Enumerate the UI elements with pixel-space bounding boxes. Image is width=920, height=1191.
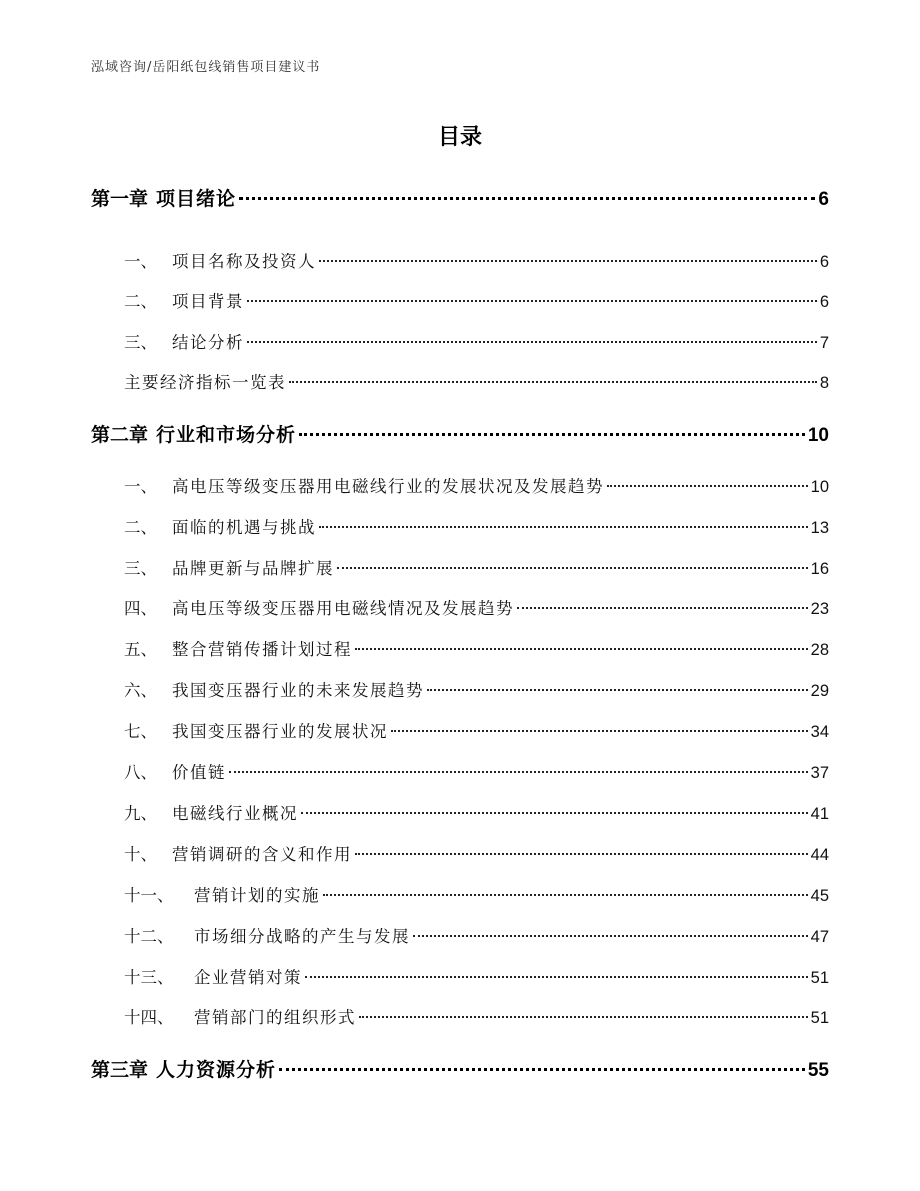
toc-entry-title: 面临的机遇与挑战 xyxy=(172,518,316,537)
dot-leader xyxy=(279,1068,805,1071)
dot-leader xyxy=(299,433,805,436)
dot-leader xyxy=(301,812,808,814)
dot-leader xyxy=(319,260,817,262)
toc-entry-title: 我国变压器行业的发展状况 xyxy=(172,722,388,741)
toc-entry-title: 项目绪论 xyxy=(156,188,237,210)
toc-number: 十三、 xyxy=(124,968,174,987)
toc-section[interactable] xyxy=(124,1004,829,1028)
toc-page-number: 51 xyxy=(810,969,829,987)
toc-entry-title: 品牌更新与品牌扩展 xyxy=(172,559,334,578)
toc-number: 十、 xyxy=(124,845,157,864)
toc-page-number: 10 xyxy=(807,425,829,446)
toc-number: 九、 xyxy=(124,804,157,823)
dot-leader xyxy=(413,935,808,937)
toc-entry-title: 人力资源分析 xyxy=(156,1059,277,1081)
toc-section[interactable] xyxy=(124,473,829,497)
toc-entry-title: 结论分析 xyxy=(172,333,244,352)
dot-leader xyxy=(517,607,808,609)
toc-entry-title: 营销部门的组织形式 xyxy=(194,1008,356,1027)
toc-page-number: 47 xyxy=(810,928,829,946)
toc-entry-title: 企业营销对策 xyxy=(194,968,302,987)
toc-page-number: 6 xyxy=(819,253,829,271)
toc-section[interactable] xyxy=(124,636,829,660)
toc-page-number: 28 xyxy=(810,641,829,659)
toc-section[interactable] xyxy=(124,677,829,701)
toc-section[interactable] xyxy=(124,288,829,312)
toc-section[interactable] xyxy=(124,595,829,619)
toc-entry-title: 营销计划的实施 xyxy=(194,886,320,905)
toc-number: 七、 xyxy=(124,722,157,741)
dot-leader xyxy=(323,894,808,896)
toc-title: 目录 xyxy=(437,125,482,150)
toc-page-number: 45 xyxy=(810,887,829,905)
toc-section[interactable] xyxy=(124,369,829,393)
toc-entry-title: 主要经济指标一览表 xyxy=(124,373,286,392)
toc-page-number: 8 xyxy=(819,374,829,392)
dot-leader xyxy=(359,1016,808,1018)
toc-entry-title: 高电压等级变压器用电磁线行业的发展状况及发展趋势 xyxy=(172,477,604,496)
toc-section[interactable] xyxy=(124,248,829,272)
toc-chapter-3[interactable] xyxy=(91,1055,829,1082)
toc-entry-title: 项目名称及投资人 xyxy=(172,252,316,271)
toc-section[interactable] xyxy=(124,329,829,353)
toc-entry-title: 整合营销传播计划过程 xyxy=(172,640,352,659)
toc-entry-title: 电磁线行业概况 xyxy=(172,804,298,823)
toc-page-number: 55 xyxy=(807,1060,829,1081)
toc-number: 第三章 xyxy=(91,1059,149,1081)
toc-number: 三、 xyxy=(124,559,157,578)
running-header: 泓域咨询/岳阳纸包线销售项目建议书 xyxy=(91,60,321,75)
toc-page-number: 10 xyxy=(810,478,829,496)
dot-leader xyxy=(427,689,808,691)
dot-leader xyxy=(305,976,808,978)
dot-leader xyxy=(239,197,815,200)
toc-page-number: 44 xyxy=(810,846,829,864)
toc-section[interactable] xyxy=(124,759,829,783)
toc-number: 第二章 xyxy=(91,424,149,446)
toc-page-number: 6 xyxy=(819,293,829,311)
toc-number: 四、 xyxy=(124,599,157,618)
toc-section[interactable] xyxy=(124,882,829,906)
toc-number: 第一章 xyxy=(91,188,149,210)
dot-leader xyxy=(289,381,817,383)
toc-section[interactable] xyxy=(124,841,829,865)
toc-number: 一、 xyxy=(124,252,157,271)
toc-page-number: 13 xyxy=(810,519,829,537)
dot-leader xyxy=(229,771,808,773)
toc-section[interactable] xyxy=(124,718,829,742)
dot-leader xyxy=(391,730,808,732)
toc-page-number: 37 xyxy=(810,764,829,782)
dot-leader xyxy=(337,567,808,569)
toc-entry-title: 我国变压器行业的未来发展趋势 xyxy=(172,681,424,700)
toc-number: 十二、 xyxy=(124,927,174,946)
toc-page-number: 16 xyxy=(810,560,829,578)
toc-section[interactable] xyxy=(124,964,829,988)
dot-leader xyxy=(355,853,808,855)
toc-number: 六、 xyxy=(124,681,157,700)
toc-page-number: 41 xyxy=(810,805,829,823)
toc-page-number: 7 xyxy=(819,334,829,352)
toc-section[interactable] xyxy=(124,923,829,947)
toc-page-number: 34 xyxy=(810,723,829,741)
toc-number: 八、 xyxy=(124,763,157,782)
toc-number: 一、 xyxy=(124,477,157,496)
toc-section[interactable] xyxy=(124,800,829,824)
toc-page-number: 29 xyxy=(810,682,829,700)
toc-chapter-1[interactable] xyxy=(91,184,829,211)
dot-leader xyxy=(319,526,808,528)
toc-number: 二、 xyxy=(124,292,157,311)
toc-entry-title: 营销调研的含义和作用 xyxy=(172,845,352,864)
dot-leader xyxy=(607,485,808,487)
toc-entry-title: 市场细分战略的产生与发展 xyxy=(194,927,410,946)
toc-number: 十一、 xyxy=(124,886,174,905)
toc-page-number: 23 xyxy=(810,600,829,618)
toc-entry-title: 项目背景 xyxy=(172,292,244,311)
toc-number: 十四、 xyxy=(124,1008,174,1027)
dot-leader xyxy=(247,300,817,302)
toc-page-number: 51 xyxy=(810,1009,829,1027)
toc-number: 三、 xyxy=(124,333,157,352)
toc-page-number: 6 xyxy=(818,189,829,210)
toc-entry-title: 行业和市场分析 xyxy=(156,424,297,446)
toc-section[interactable] xyxy=(124,514,829,538)
toc-entry-title: 价值链 xyxy=(172,763,226,782)
toc-chapter-2[interactable] xyxy=(91,420,829,447)
dot-leader xyxy=(247,341,817,343)
toc-section[interactable] xyxy=(124,555,829,579)
toc-number: 五、 xyxy=(124,640,157,659)
toc-entry-title: 高电压等级变压器用电磁线情况及发展趋势 xyxy=(172,599,514,618)
dot-leader xyxy=(355,648,808,650)
toc-number: 二、 xyxy=(124,518,157,537)
